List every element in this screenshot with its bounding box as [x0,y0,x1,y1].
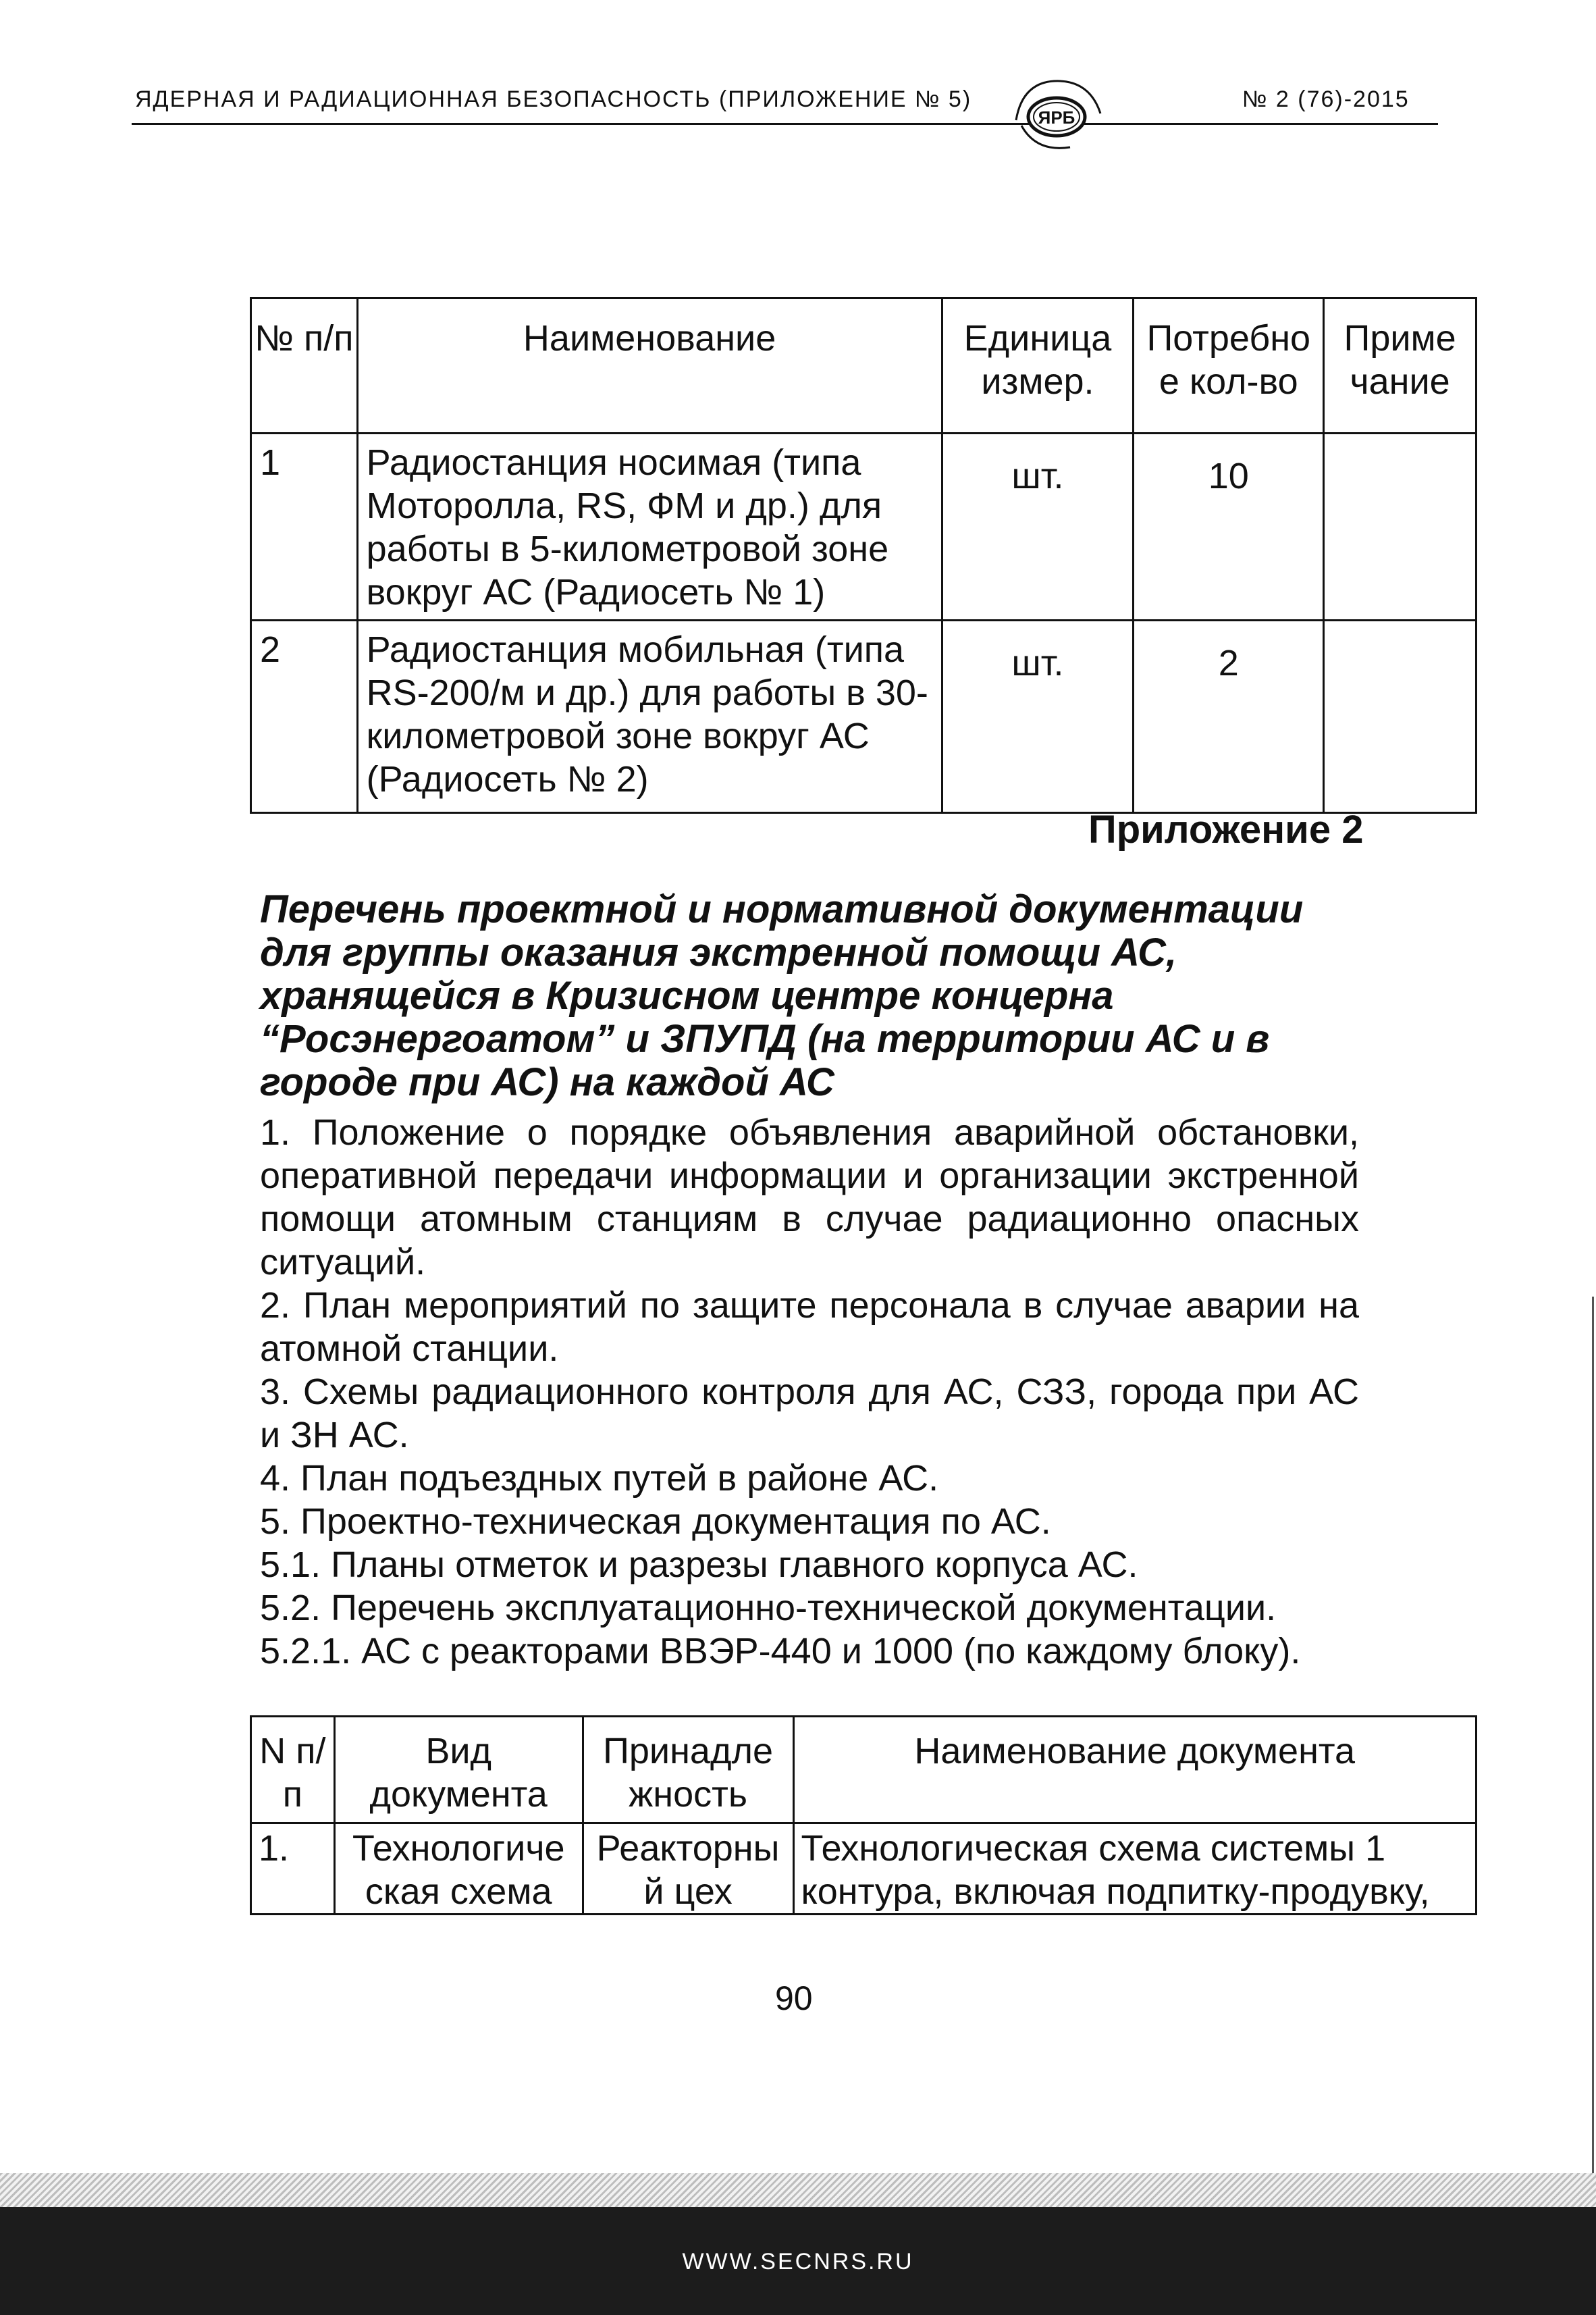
cell-qty: 10 [1134,434,1324,621]
cell-num: 2 [251,621,358,813]
list-item: 5. Проектно-техническая документация по АС. [260,1501,1051,1542]
list-item: 4. План подъездных путей в районе АС. [260,1458,939,1499]
table-row [251,621,1477,813]
col-header-qty: Потребно е кол-во [1134,298,1324,434]
col-header-note: Приме чание [1324,298,1477,434]
cell-note [1324,621,1477,813]
col-header-owner: Принадле жность [583,1717,793,1823]
appendix-label: Приложение 2 [1088,808,1364,852]
cell-docname: Технологическая схема системы 1 контура, включая подпитку-продувку, [793,1823,1477,1915]
journal-logo [1009,73,1104,154]
appendix-title: Перечень проектной и нормативной документации для группы оказания экстренной помощи АС, хранящейся в Кризисном центре концерна “Росэнергоатом” и ЗПУПД (на территории АС и в городе при АС) на каждой АС [260,887,1304,1104]
cell-qty: 2 [1134,621,1324,813]
header-rule [132,123,1438,125]
col-header-num: N п/п [251,1717,335,1823]
table-header-row [251,298,1477,434]
col-header-name: Наименование [357,298,942,434]
cell-unit: шт. [942,434,1134,621]
col-header-kind: Вид документа [334,1717,583,1823]
cell-name: Радиостанция носимая (типа Моторолла, RS, ФМ и др.) для работы в 5-километровой зоне вокруг АС (Радиосеть № 1) [357,434,942,621]
documents-table [250,1715,1477,1915]
col-header-num: № п/п [251,298,358,434]
equipment-table [250,297,1477,814]
col-header-docname: Наименование документа [793,1717,1477,1823]
table-header-row [251,1717,1477,1823]
table-row [251,434,1477,621]
cell-kind: Технологиче ская схема [334,1823,583,1915]
logo-text: ЯРБ [1038,107,1075,128]
running-header-journal: ЯДЕРНАЯ И РАДИАЦИОННАЯ БЕЗОПАСНОСТЬ (ПРИЛОЖЕНИЕ № 5) [135,86,972,112]
cell-unit: шт. [942,621,1134,813]
table-row [251,1823,1477,1915]
list-item: 1. Положение о порядке объявления аварийной обстановки, оперативной передачи информации и организации экстренной помощи атомным станциям в случае радиационно опасных ситуаций. [260,1112,1359,1282]
page-number: 90 [775,1979,813,2017]
journal-logo-icon [1009,73,1104,154]
running-header-issue: № 2 (76)-2015 [1242,86,1410,112]
cell-name: Радиостанция мобильная (типа RS-200/м и др.) для работы в 30-километровой зоне вокруг АС (Радиосеть № 2) [357,621,942,813]
footer-hatch [0,2173,1596,2207]
footer-url: WWW.SECNRS.RU [682,2249,914,2274]
col-header-unit: Единица измер. [942,298,1134,434]
cell-owner: Реакторны й цех [583,1823,793,1915]
list-item: 5.1. Планы отметок и разрезы главного корпуса АС. [260,1544,1138,1585]
list-item: 2. План мероприятий по защите персонала в случае аварии на атомной станции. [260,1285,1359,1369]
scan-edge-line [1592,1297,1594,2175]
cell-num: 1. [251,1823,335,1915]
footer-band [0,2173,1596,2315]
cell-note [1324,434,1477,621]
document-list [260,1111,1359,1673]
list-item: 5.2.1. АС с реакторами ВВЭР-440 и 1000 (по каждому блоку). [260,1631,1301,1671]
list-item: 5.2. Перечень эксплуатационно-технической документации. [260,1588,1277,1628]
list-item: 3. Схемы радиационного контроля для АС, СЗЗ, города при АС и ЗН АС. [260,1372,1359,1455]
cell-num: 1 [251,434,358,621]
